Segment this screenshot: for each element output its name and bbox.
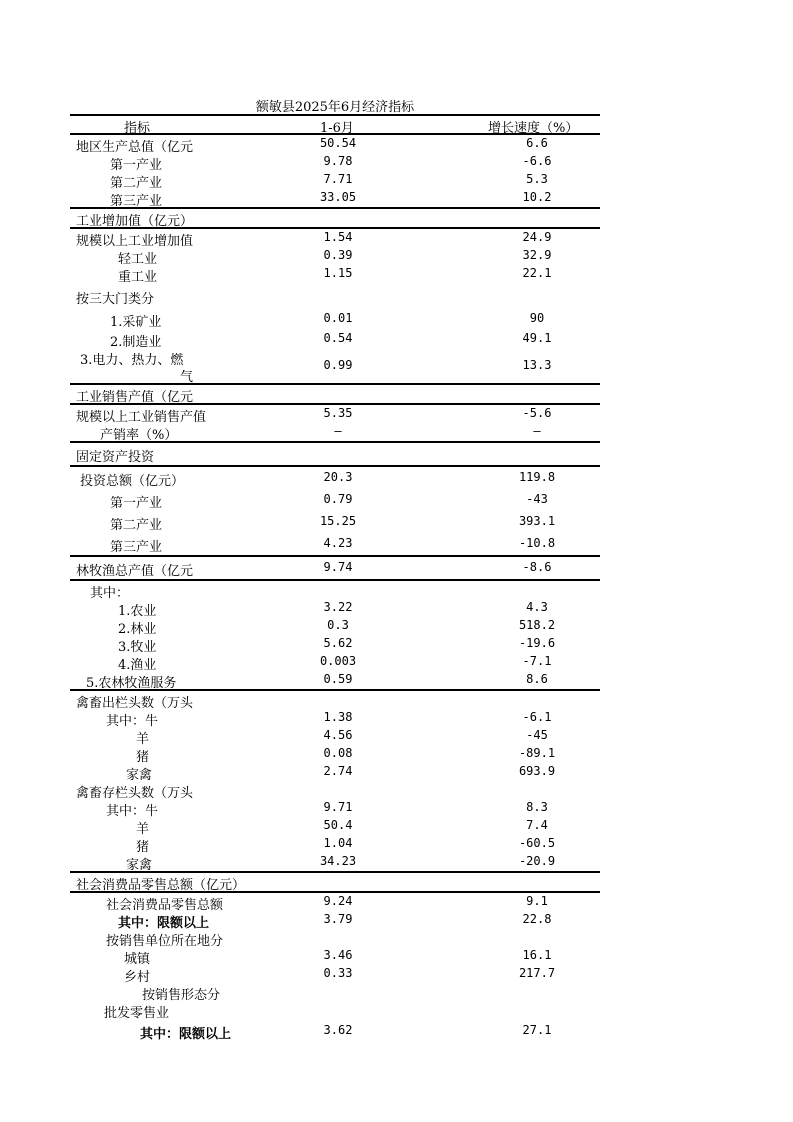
row-value: 1.54 [323,230,353,244]
row-label: 按销售单位所在地分 [106,934,224,949]
row-label: 规模以上工业增加值 [76,234,194,249]
row-value: 4.56 [323,728,353,742]
row-growth: -60.5 [518,836,556,850]
table-row [70,929,600,947]
table-row [70,533,600,557]
row-label: 第二产业 [110,518,163,533]
row-growth: 119.8 [518,470,556,484]
row-growth: 8.6 [526,672,548,686]
row-growth: 49.1 [522,331,552,345]
header-growth: 增长速度（%） [488,121,579,136]
row-label: 3.牧业 [118,640,157,655]
row-value: 0.01 [323,311,353,325]
row-value: 9.71 [323,800,353,814]
row-growth: 32.9 [522,248,552,262]
row-label: 社会消费品零售总额（亿元） [76,878,246,893]
row-label: 1.采矿业 [110,315,162,330]
row-label: 羊 [136,822,150,837]
row-label: 第三产业 [110,194,163,209]
table-row [70,799,600,817]
row-growth: -89.1 [518,746,556,760]
row-growth: 22.1 [522,266,552,280]
row-value: 9.78 [323,154,353,168]
economic-indicators-table [70,114,600,1043]
table-row [70,135,600,153]
row-growth: 10.2 [522,190,552,204]
row-value: 9.24 [323,894,353,908]
table-row [70,817,600,835]
row-growth: 16.1 [522,948,552,962]
table-row [70,965,600,983]
page-title: 额敏县2025年6月经济指标 [255,100,415,115]
table-row [70,911,600,929]
row-growth: 4.3 [526,600,548,614]
row-label: 固定资产投资 [76,450,155,465]
table-row [70,209,600,229]
row-value: 0.08 [323,746,353,760]
table-row [70,893,600,911]
table-row [70,671,600,691]
table-row [70,691,600,709]
table-row [70,853,600,873]
row-label: 2.林业 [118,622,157,637]
row-label: 家禽 [126,858,153,873]
row-growth: -6.6 [522,154,552,168]
row-label: 其中：牛 [106,804,159,819]
table-row [70,511,600,533]
table-row [70,171,600,189]
table-row [70,557,600,581]
row-value: 0.99 [323,358,353,372]
row-label: 重工业 [118,270,158,285]
row-value: 5.62 [323,636,353,650]
row-label: 产销率（%） [100,428,178,443]
row-growth: -5.6 [522,406,552,420]
row-growth: 7.4 [526,818,548,832]
row-value: 50.54 [319,136,357,150]
row-label: 地区生产总值（亿元 [76,140,194,155]
row-label: 3.电力、热力、燃 [80,353,184,368]
row-value: 3.62 [323,1023,353,1037]
row-label: 批发零售业 [104,1006,170,1021]
row-label: 按三大门类分 [76,292,155,307]
row-value: 15.25 [319,514,357,528]
row-label: 其中： [90,586,130,601]
row-value: 1.38 [323,710,353,724]
row-value: 1.15 [323,266,353,280]
row-label: 轻工业 [118,252,158,267]
row-label: 城镇 [124,952,151,967]
row-growth: -7.1 [522,654,552,668]
row-label: 林牧渔总产值（亿元 [76,564,194,579]
row-value: — [334,424,342,438]
row-growth: 693.9 [518,764,556,778]
row-label: 禽畜存栏头数（万头 [76,786,194,801]
table-row [70,763,600,781]
table-row [70,745,600,763]
row-label: 第一产业 [110,496,163,511]
row-label: 其中：牛 [106,714,159,729]
table-row [70,835,600,853]
row-growth: -10.8 [518,536,556,550]
row-growth: -43 [526,492,548,506]
row-value: 9.74 [323,560,353,574]
row-value: 0.79 [323,492,353,506]
row-growth: -8.6 [522,560,552,574]
row-value: 7.71 [323,172,353,186]
table-row [70,983,600,1001]
row-value: 20.3 [323,470,353,484]
table-row [70,467,600,489]
row-label: 4.渔业 [118,658,157,673]
row-growth: 27.1 [522,1023,552,1037]
table-row [70,599,600,617]
row-growth: 22.8 [522,912,552,926]
row-value: 33.05 [319,190,357,204]
row-label: 工业销售产值（亿元 [76,390,194,405]
table-row [70,489,600,511]
row-value: 5.35 [323,406,353,420]
row-label: 社会消费品零售总额 [106,898,224,913]
row-label: 2.制造业 [110,335,162,350]
row-value: 0.3 [327,618,349,632]
row-growth: 6.6 [526,136,548,150]
table-row [70,405,600,423]
table-row [70,1019,600,1043]
row-label: 投资总额（亿元） [80,474,185,489]
row-value: 3.79 [323,912,353,926]
row-growth: 13.3 [522,358,552,372]
row-value: 0.54 [323,331,353,345]
row-value: 0.39 [323,248,353,262]
row-label: 羊 [136,732,150,747]
table-row [70,265,600,283]
header-period: 1-6月 [320,121,354,136]
table-row [70,423,600,443]
row-growth: 24.9 [522,230,552,244]
row-value: 50.4 [323,818,353,832]
row-value: 3.46 [323,948,353,962]
table-row [70,309,600,329]
table-row [70,873,600,893]
row-label: 1.农业 [118,604,157,619]
table-row [70,617,600,635]
row-value: 0.59 [323,672,353,686]
table-row [70,385,600,405]
row-value: 0.003 [319,654,357,668]
table-row [70,349,600,385]
row-growth: 9.1 [526,894,548,908]
row-label: 按销售形态分 [142,988,221,1003]
row-growth: -6.1 [522,710,552,724]
row-label: 第一产业 [110,158,163,173]
row-label: 禽畜出栏头数（万头 [76,696,194,711]
row-label: 5.农林牧渔服务 [86,676,177,691]
table-row [70,1001,600,1019]
header-indicator: 指标 [124,121,151,136]
row-label: 规模以上工业销售产值 [76,410,207,425]
row-label: 家禽 [126,768,153,783]
row-value: 2.74 [323,764,353,778]
row-label: 猪 [136,750,150,765]
row-growth: 217.7 [518,966,556,980]
row-growth: 518.2 [518,618,556,632]
table-row [70,635,600,653]
row-value: 3.22 [323,600,353,614]
row-label: 工业增加值（亿元） [76,214,194,229]
row-growth: -19.6 [518,636,556,650]
table-row [70,947,600,965]
table-row [70,581,600,599]
row-growth: 5.3 [526,172,548,186]
row-growth: — [533,424,541,438]
table-row [70,229,600,247]
row-growth: -20.9 [518,854,556,868]
row-label: 猪 [136,840,150,855]
row-growth: 90 [529,311,545,325]
table-row [70,443,600,467]
row-value: 4.23 [323,536,353,550]
table-row [70,247,600,265]
row-growth: 393.1 [518,514,556,528]
row-label: 其中：限额以上 [118,916,210,931]
row-label: 其中：限额以上 [140,1027,232,1042]
table-row [70,781,600,799]
table-header-row [70,114,600,135]
row-label-continued: 气 [180,370,194,385]
row-label: 第二产业 [110,176,163,191]
row-label: 乡村 [124,970,151,985]
table-row [70,709,600,727]
row-value: 0.33 [323,966,353,980]
table-row [70,653,600,671]
row-growth: -45 [526,728,548,742]
table-row [70,727,600,745]
table-row [70,189,600,209]
table-row [70,329,600,349]
row-label: 第三产业 [110,540,163,555]
table-row [70,283,600,309]
row-value: 34.23 [319,854,357,868]
table-row [70,153,600,171]
row-value: 1.04 [323,836,353,850]
row-growth: 8.3 [526,800,548,814]
